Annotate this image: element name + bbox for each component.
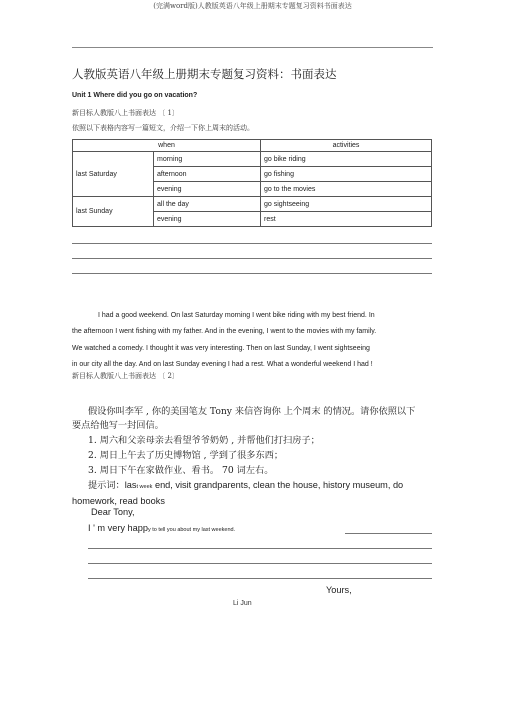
letter-closing: Yours, xyxy=(326,585,352,595)
writing-line xyxy=(72,258,432,259)
day-cell: last Sunday xyxy=(73,197,154,227)
hint-label: 提示词： xyxy=(88,480,125,491)
col-header-activities: activities xyxy=(261,140,432,152)
table-header-row xyxy=(73,140,432,152)
hint-text-a: las xyxy=(124,480,137,490)
time-cell: morning xyxy=(154,152,261,167)
writing-line xyxy=(72,273,432,274)
activity-cell: rest xyxy=(261,212,432,227)
task2-point: 1. 周六和父亲母亲去看望爷爷奶奶 , 并帮他们打扫房子； xyxy=(88,435,320,446)
opening-text-large: I ' m very happ xyxy=(88,523,148,533)
writing-line xyxy=(72,243,432,244)
task2-point: 3. 周日下午在家做作业、看书。 70 词左右。 xyxy=(88,465,274,476)
opening-text-small: y to tell you about my last weekend. xyxy=(147,527,236,533)
task2-prompt-line1: 假设你叫李军 , 你的美国笔友 Tony 来信咨询你 上个周末 的情况。请你依照以下 xyxy=(88,406,416,417)
sample-essay xyxy=(72,308,434,373)
activity-cell: go bike riding xyxy=(261,152,432,167)
table-row xyxy=(73,197,432,212)
letter-greeting: Dear Tony, xyxy=(91,507,135,517)
time-cell: evening xyxy=(154,212,261,227)
writing-line xyxy=(88,578,432,579)
task2-prompt-line2: 要点给他写一封回信。 xyxy=(72,420,164,431)
time-cell: afternoon xyxy=(154,167,261,182)
letter-signature: Li Jun xyxy=(233,600,252,607)
task1-instruction: 依照以下表格内容写一篇短文，介绍一下你上周末的活动。 xyxy=(72,124,254,132)
header-rule xyxy=(72,47,433,48)
task2-source: 新目标人教版八上书面表达 〔 2〕 xyxy=(72,372,179,380)
hint-words xyxy=(72,478,432,509)
activity-cell: go sightseeing xyxy=(261,197,432,212)
hint-text-line2: homework, read books xyxy=(72,496,165,506)
essay-line: I had a good weekend. On last Saturday morning I went bike riding with my best friend. In xyxy=(98,312,375,319)
col-header-when: when xyxy=(73,140,261,152)
hint-text-b: end, visit grandparents, clean the house, history museum, do xyxy=(152,480,404,490)
unit-heading: Unit 1 Where did you go on vacation? xyxy=(72,92,198,99)
essay-line: in our city all the day. And on last Sunday evening I had a rest. What a wonderful weekend I had ! xyxy=(72,360,373,368)
task2-point: 2. 周日上午去了历史博物馆 , 学到了很多东西； xyxy=(88,450,284,461)
table-row xyxy=(73,152,432,167)
essay-line: the afternoon I went fishing with my father. And in the evening, I went to the movies with my family. xyxy=(72,328,377,336)
document-header: (完满word版)人教版英语八年级上册期末专题复习资料书面表达 xyxy=(153,2,352,10)
time-cell: all the day xyxy=(154,197,261,212)
activity-cell: go to the movies xyxy=(261,182,432,197)
task1-source: 新目标人教版八上书面表达 〔 1〕 xyxy=(72,109,179,117)
writing-line xyxy=(345,533,432,534)
day-cell: last Saturday xyxy=(73,152,154,197)
page-title: 人教版英语八年级上册期末专题复习资料：书面表达 xyxy=(72,67,337,81)
hint-text-small: t week xyxy=(136,484,153,490)
letter-opening xyxy=(88,523,235,533)
activity-cell: go fishing xyxy=(261,167,432,182)
writing-line xyxy=(88,563,432,564)
writing-line xyxy=(88,548,432,549)
activity-table xyxy=(72,139,432,227)
time-cell: evening xyxy=(154,182,261,197)
essay-line: We watched a comedy. I thought it was very interesting. Then on last Sunday, I went sightseeing xyxy=(72,344,370,352)
